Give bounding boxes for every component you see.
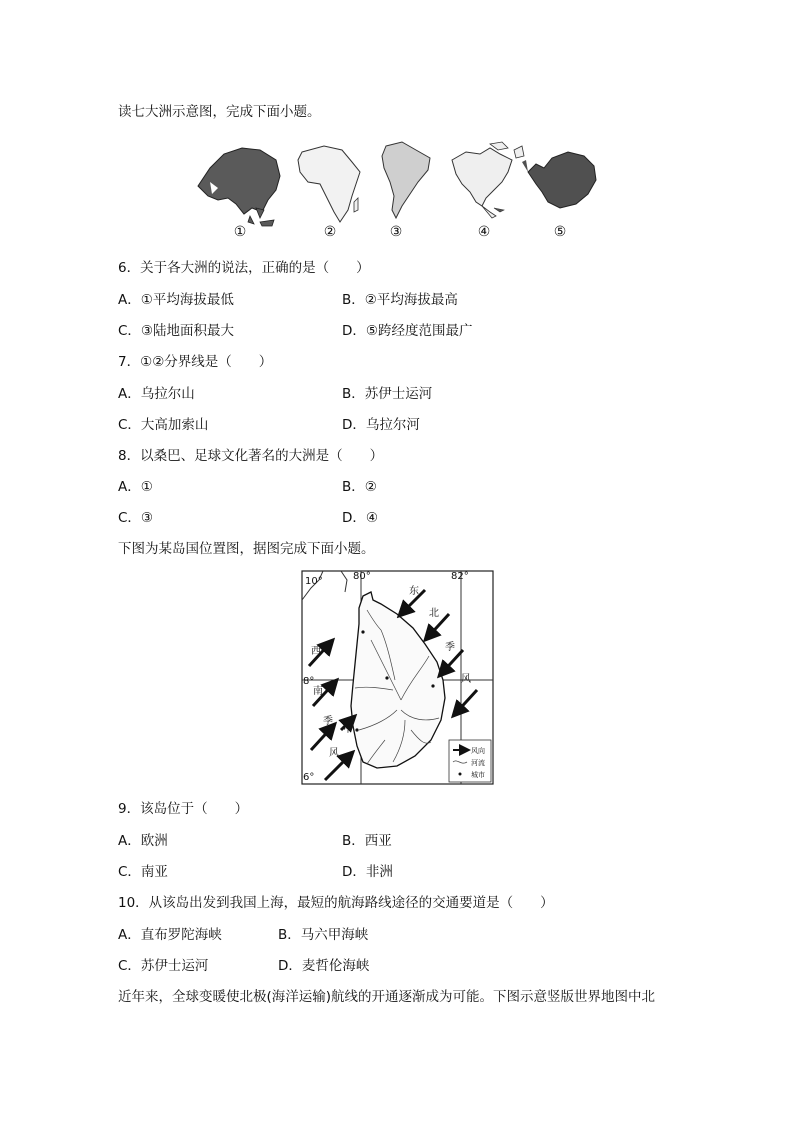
q6-option-a[interactable]: A．①平均海拔最低 [118,292,234,308]
sw-monsoon-char-2: 南 [313,686,323,697]
continent-africa [298,146,360,222]
continent-antarctica [522,152,596,208]
continent-label-1: ① [233,224,247,240]
map-legend [449,740,491,782]
q9-option-c[interactable]: C．南亚 [118,864,168,880]
continent-north-america [452,142,524,218]
q7-option-b[interactable]: B．苏伊士运河 [342,386,433,402]
intro-continents: 读七大洲示意图，完成下面小题。 [118,104,321,120]
ne-monsoon-char-1: 东 [409,586,419,597]
ne-monsoon-char-4: 风 [461,674,471,685]
ne-monsoon-char-3: 季 [445,642,455,653]
q7-stem: 7．①②分界线是（ ） [118,354,273,370]
q6-option-c[interactable]: C．③陆地面积最大 [118,323,235,339]
lon-label-80: 80° [353,571,371,582]
q8-option-c[interactable]: C．③ [118,510,154,526]
sw-monsoon-char-1: 西 [311,646,321,657]
q6-option-d[interactable]: D．⑤跨经度范围最广 [342,323,473,339]
sw-monsoon-char-3: 季 [323,716,333,727]
lat-label-6: 6° [303,772,315,783]
intro-island: 下图为某岛国位置图，据图完成下面小题。 [118,541,375,557]
ne-monsoon-char-2: 北 [429,608,439,619]
q9-option-b[interactable]: B．西亚 [342,833,392,849]
lon-label-82: 82° [451,571,469,582]
q8-option-b[interactable]: B．② [342,479,377,495]
q7-option-a[interactable]: A．乌拉尔山 [118,386,195,402]
q10-option-c[interactable]: C．苏伊士运河 [118,958,209,974]
q9-option-a[interactable]: A．欧洲 [118,833,168,849]
intro-arctic: 近年来，全球变暖使北极(海洋运输)航线的开通逐渐成为可能。下图示意竖版世界地图中北 [118,989,656,1005]
island-map [301,570,495,786]
continent-label-2: ② [323,224,337,240]
svg-text:河流: 河流 [471,759,485,767]
q8-option-d[interactable]: D．④ [342,510,378,526]
q9-option-d[interactable]: D．非洲 [342,864,393,880]
q10-option-d[interactable]: D．麦哲伦海峡 [278,958,370,974]
continents-figure [190,138,610,242]
q10-option-b[interactable]: B．马六甲海峡 [278,927,369,943]
sw-monsoon-char-4: 风 [329,748,339,759]
q10-option-a[interactable]: A．直布罗陀海峡 [118,927,222,943]
q10-stem: 10．从该岛出发到我国上海，最短的航海路线途径的交通要道是（ ） [118,895,554,911]
lat-label-10: 10° [305,576,323,587]
continent-label-4: ④ [477,224,491,240]
lat-label-8: 8° [303,676,315,687]
q8-stem: 8．以桑巴、足球文化著名的大洲是（ ） [118,448,384,464]
q9-stem: 9．该岛位于（ ） [118,801,249,817]
q7-option-c[interactable]: C．大高加索山 [118,417,209,433]
q6-option-b[interactable]: B．②平均海拔最高 [342,292,458,308]
continent-label-5: ⑤ [553,224,567,240]
svg-text:城市: 城市 [471,771,485,779]
q7-option-d[interactable]: D．乌拉尔河 [342,417,420,433]
continent-label-3: ③ [389,224,403,240]
q8-option-a[interactable]: A．① [118,479,153,495]
svg-text:风向: 风向 [471,747,485,755]
q6-stem: 6．关于各大洲的说法，正确的是（ ） [118,260,370,276]
continent-asia [198,148,280,226]
continent-south-america [382,142,430,218]
city-jia-label: 甲 [343,724,353,735]
